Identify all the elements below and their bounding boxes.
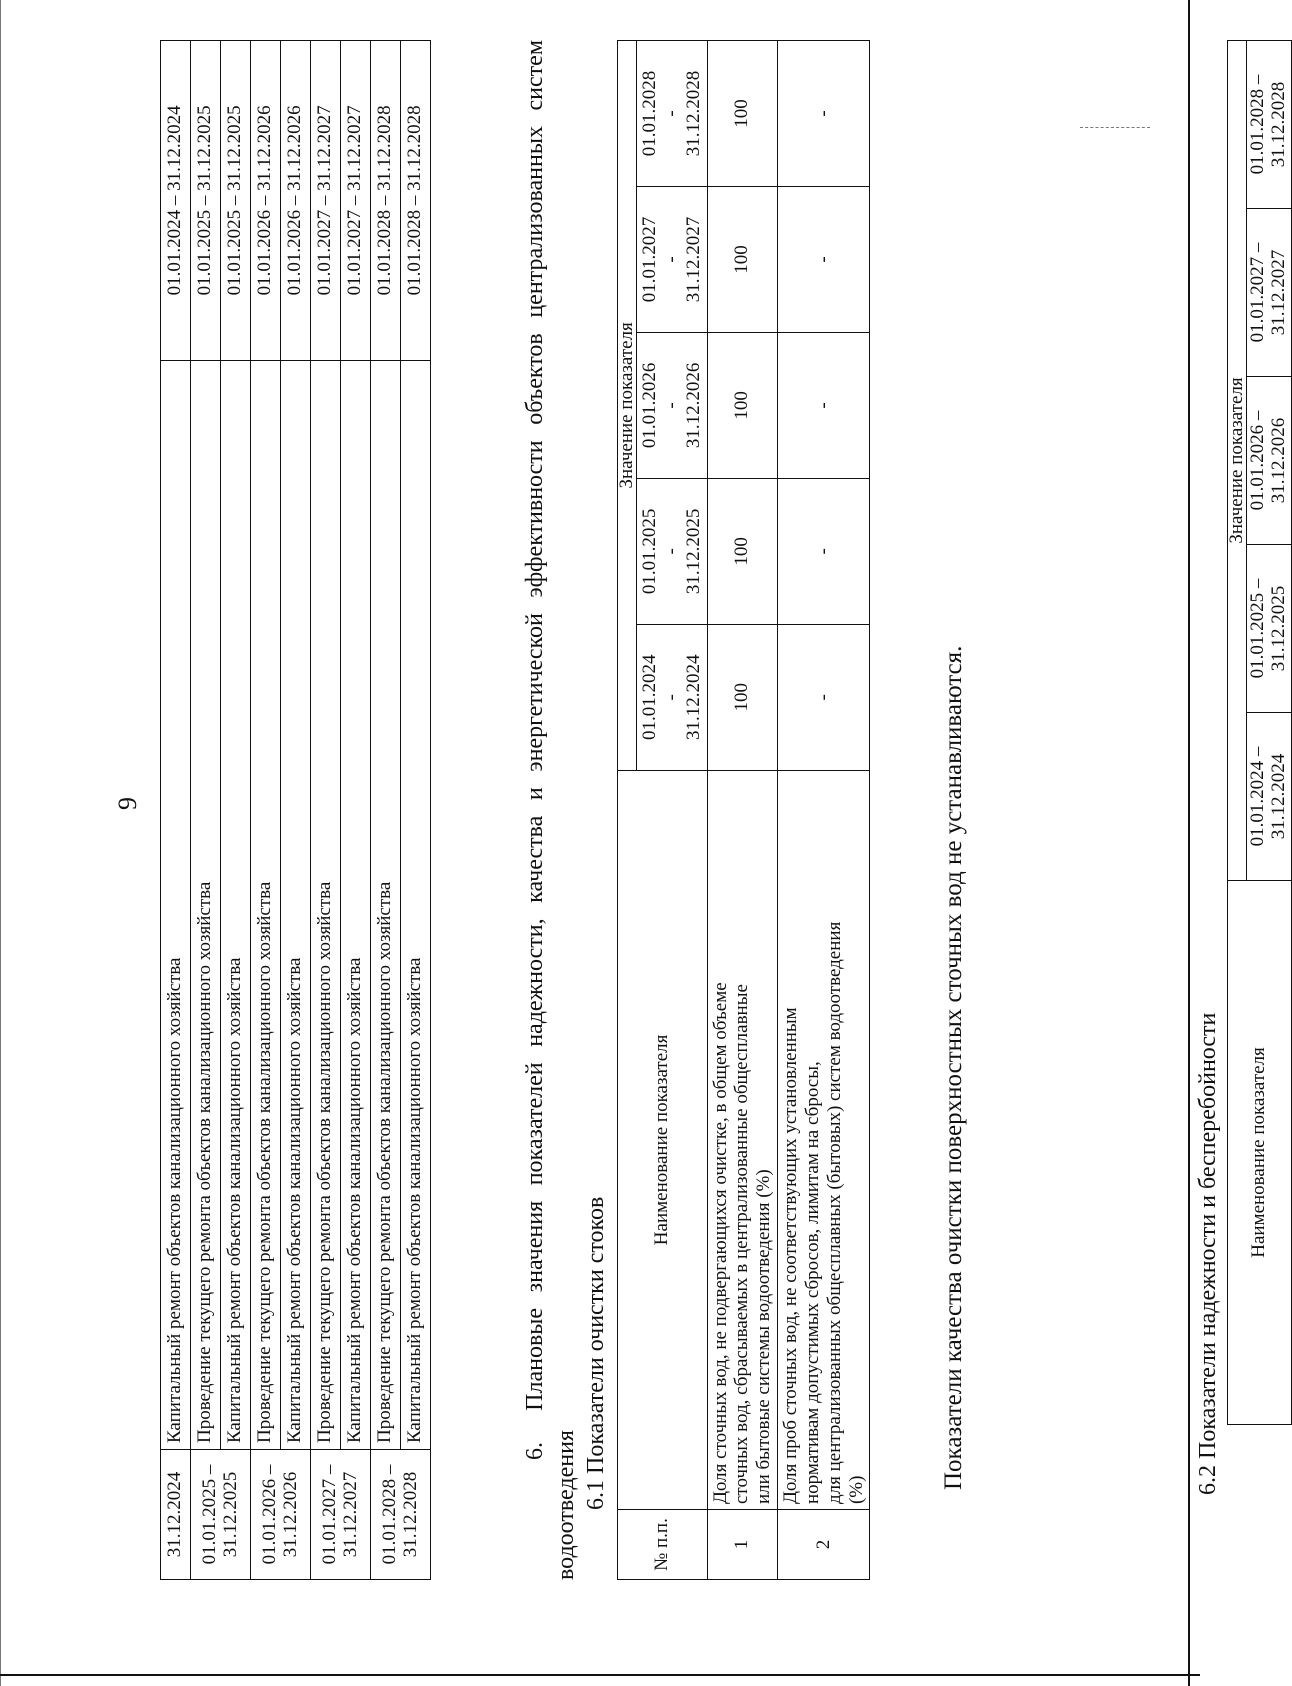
page-number: 9 (113, 797, 142, 810)
period-start: 01.01.2028 (639, 70, 660, 157)
period-cell: 01.01.2028 – 31.12.2028 (371, 41, 401, 361)
purification-table (617, 40, 870, 1580)
indicator-name-line: нормативам допустимых сбросов, лимитам на сбросы, (801, 1061, 823, 1505)
col-header-period (637, 186, 708, 332)
period-start: 01.01.2027 (639, 216, 660, 303)
section-title: Плановые значения показателей надежности, качества и энергетической эффективности объектов централизованных систем водоотведения (522, 39, 579, 1580)
table-row (371, 41, 401, 1580)
value-cell: - (778, 624, 870, 770)
value-cell: 100 (707, 624, 778, 770)
rotated-page-content (113, 20, 1289, 1580)
period-cell: 01.01.2027 – 31.12.2027 (311, 41, 341, 361)
col-header-period: 01.01.2026 – 31.12.2026 (1247, 377, 1292, 545)
col-header-period: 01.01.2025 – 31.12.2025 (1247, 545, 1292, 713)
indicator-name-line: для централизованных общесплавных (бытовых) систем водоотведения (823, 921, 845, 1505)
table-row (251, 41, 281, 1580)
date-end: 31.12.2027 (339, 1471, 361, 1558)
period-dash: - (660, 548, 682, 555)
reliability-table (1227, 40, 1292, 1425)
period-dash: - (660, 402, 682, 409)
col-header-period (637, 624, 708, 770)
col-header-period (637, 332, 708, 478)
date-start: 01.01.2026 – (258, 1464, 280, 1565)
work-cell: Проведение текущего ремонта объектов канализационного хозяйства (311, 360, 341, 1449)
date-start: 01.01.2027 – (318, 1464, 340, 1565)
surface-water-note: Показатели качества очистки поверхностных сточных вод не устанавливаются. (940, 645, 967, 1490)
col-header-period (637, 478, 708, 624)
table-row (281, 41, 311, 1580)
work-cell: Капитальный ремонт объектов канализационного хозяйства (221, 360, 251, 1449)
value-cell: 100 (707, 478, 778, 624)
work-cell: Проведение текущего ремонта объектов канализационного хозяйства (251, 360, 281, 1449)
period-cell: 01.01.2024 – 31.12.2024 (161, 41, 191, 361)
col-header-period: 01.01.2028 – 31.12.2028 (1247, 41, 1292, 209)
period-end: 31.12.2025 (682, 508, 704, 595)
indicator-name-line: (%) (845, 1475, 867, 1505)
table-row (341, 41, 371, 1580)
period-start: 01.01.2026 (639, 362, 660, 449)
work-cell: Капитальный ремонт объектов канализационного хозяйства (161, 360, 191, 1449)
period-cell: 01.01.2026 – 31.12.2026 (281, 41, 311, 361)
period-dash: - (660, 256, 682, 263)
work-cell: Проведение текущего ремонта объектов канализационного хозяйства (371, 360, 401, 1449)
col-header-period: 01.01.2024 – 31.12.2024 (1247, 713, 1292, 881)
date-end: 31.12.2026 (279, 1471, 301, 1558)
table-row (778, 41, 870, 1580)
date-end: 31.12.2025 (219, 1471, 241, 1558)
subsection-6-2-heading: 6.2 Показатели надежности и бесперебойности (1195, 1012, 1221, 1495)
period-cell: 01.01.2027 – 31.12.2027 (341, 41, 371, 361)
date-cell (371, 1450, 431, 1580)
section-number: 6. (522, 1442, 548, 1460)
col-header-period (637, 41, 708, 187)
date-cell: 31.12.2024 (161, 1450, 191, 1580)
page-frame-left (0, 0, 1, 1686)
col-header-name: Наименование показателя (1228, 880, 1292, 1424)
indicator-name-line: сточных вод, сбрасываемых в централизованные общесплавные (731, 984, 753, 1505)
subsection-6-1-heading: 6.1 Показатели очистки стоков (583, 1196, 609, 1510)
section-6-heading (520, 40, 582, 1580)
value-cell: - (778, 186, 870, 332)
indicator-name (778, 770, 870, 1509)
value-cell: 100 (707, 41, 778, 187)
row-number: 1 (707, 1510, 778, 1580)
table-row (221, 41, 251, 1580)
period-end: 31.12.2024 (682, 654, 704, 741)
period-start: 01.01.2025 (639, 508, 660, 595)
work-cell: Капитальный ремонт объектов канализационного хозяйства (401, 360, 431, 1449)
table-row (311, 41, 341, 1580)
period-end: 31.12.2026 (682, 362, 704, 449)
value-cell: - (778, 478, 870, 624)
table-row (161, 41, 191, 1580)
period-cell: 01.01.2025 – 31.12.2025 (221, 41, 251, 361)
table-row (191, 41, 221, 1580)
date-cell (191, 1450, 251, 1580)
col-header-name: Наименование показателя (618, 770, 708, 1509)
col-header-period: 01.01.2027 – 31.12.2027 (1247, 209, 1292, 377)
table-row (401, 41, 431, 1580)
col-header-value-group: Значение показателя (618, 41, 637, 771)
date-cell (311, 1450, 371, 1580)
work-cell: Проведение текущего ремонта объектов канализационного хозяйства (191, 360, 221, 1449)
value-cell: 100 (707, 186, 778, 332)
period-end: 31.12.2027 (682, 216, 704, 303)
schedule-table (160, 40, 431, 1580)
work-cell: Капитальный ремонт объектов канализационного хозяйства (341, 360, 371, 1449)
value-cell: 100 (707, 332, 778, 478)
period-dash: - (660, 694, 682, 701)
indicator-name-line: Доля проб сточных вод, не соответствующих установленным (780, 1007, 802, 1505)
period-dash: - (660, 110, 682, 117)
indicator-name-line: или бытовые системы водоотведения (%) (753, 1169, 775, 1505)
period-cell: 01.01.2025 – 31.12.2025 (191, 41, 221, 361)
work-cell: Капитальный ремонт объектов канализационного хозяйства (281, 360, 311, 1449)
period-cell: 01.01.2026 – 31.12.2026 (251, 41, 281, 361)
date-start: 01.01.2025 – (198, 1464, 220, 1565)
date-end: 31.12.2028 (399, 1471, 421, 1558)
period-start: 01.01.2024 (639, 654, 660, 741)
indicator-name-line: Доля сточных вод, не подвергающихся очистке, в общем объеме (709, 982, 731, 1505)
indicator-name (707, 770, 778, 1509)
col-header-value-group: Значение показателя (1228, 41, 1247, 881)
page-frame-bottom (0, 1674, 1200, 1676)
row-number: 2 (778, 1510, 870, 1580)
date-start: 01.01.2028 – (378, 1464, 400, 1565)
table-row (707, 41, 778, 1580)
period-cell: 01.01.2028 – 31.12.2028 (401, 41, 431, 361)
period-end: 31.12.2028 (682, 70, 704, 157)
col-header-number: № п.п. (618, 1510, 708, 1580)
date-cell (251, 1450, 311, 1580)
value-cell: - (778, 332, 870, 478)
value-cell: - (778, 41, 870, 187)
